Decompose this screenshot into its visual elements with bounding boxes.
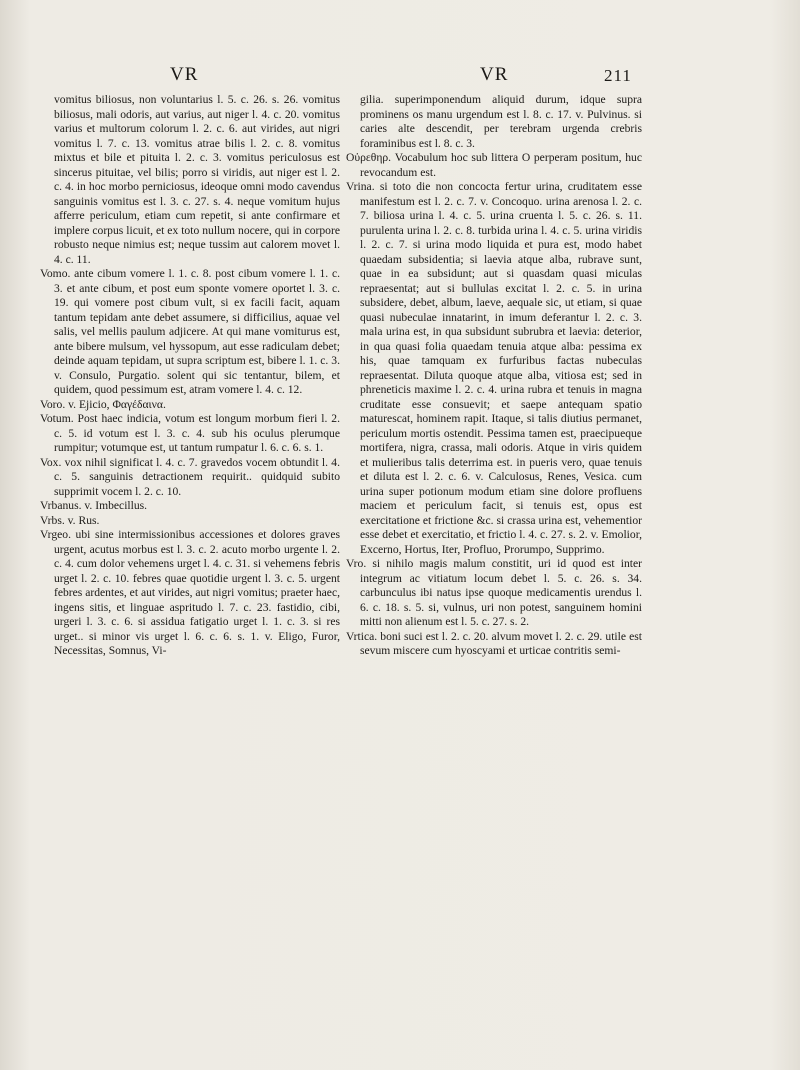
dictionary-entry: Vrbs. v. Rus. — [40, 513, 100, 527]
dictionary-entry: Οὐρεθηρ. Vocabulum hoc sub littera O perperam positum, huc revocandum est. — [346, 151, 642, 179]
dictionary-entry: Vox. vox nihil significat l. 4. c. 7. gravedos vocem obtundit l. 4. c. 5. sanguinis detractionem requirit.. quidquid subito supprimit vocem l. 2. c. 10. — [40, 455, 340, 498]
running-head-left: VR — [170, 64, 199, 85]
running-head-right: VR — [480, 64, 509, 85]
dictionary-entry: Vrgeo. ubi sine intermissionibus accessiones et dolores graves urgent, acutus morbus est l. 3. c. 2. acuto morbo urgente l. 2. c. 4. cum dolor vehemens urget l. 4. c. 31. si vehemens febris urget l. 2. c. 10. febres quae quotidie urgent l. 3. c. 5. urgent febres ardentes, et aut virides, aut nigri vomitus; praeter haec, ingens sitis, et linguae aspritudo l. 7. c. 23. fastidio, cibi, urgeri l. 3. c. 6. si assidua fatigatio urget l. 1. c. 3. si res urget.. si minor vis urget l. 6. c. 6. s. 1. v. Eligo, Furor, Necessitas, Somnus, Vi- — [40, 528, 340, 657]
entry-continuation: gilia. superimponendum aliquid durum, idque supra prominens os manu urgendum est l. 8. c. 17. v. Pulvinus. si caries alte descendit, per terebram urgenda crebris foraminibus est l. 8. c. 3. — [360, 93, 642, 150]
dictionary-entry: Votum. Post haec indicia, votum est longum morbum fieri l. 2. c. 5. id votum est l. 3. c. 4. sub his oculus plerumque rumpitur; votumque est, ut tantum rumpatur l. 6. c. 6. s. 1. — [40, 412, 340, 454]
right-column — [346, 93, 642, 659]
dictionary-entry: Vrbanus. v. Imbecillus. — [40, 499, 148, 512]
dictionary-entry: Vomo. ante cibum vomere l. 1. c. 8. post cibum vomere l. 1. c. 3. et ante cibum, et post eum sponte vomere oportet l. 3. c. 19. qui vomere post cibum vult, si ex facili facit, aquam tantum tepidam ante debet assumere, si difficilius, aquae vel salis, vel mellis paulum adjicere. At qui mane vomiturus est, ante bibere mulsum, vel hyssopum, aut esse radiculam debet; deinde aquam tepidam, ut supra scriptum est, bibere l. 1. c. 3. v. Consulo, Purgatio. solent qui sic tentantur, bilem, et quidem, quod pessimum est, atram vomere l. 4. c. 12. — [40, 267, 340, 396]
dictionary-entry: Vro. si nihilo magis malum constitit, uri id quod est inter integrum ac vitiatum locum debet l. 5. c. 26. s. 34. carbunculus ibi natus ipse quoque medicamentis urendus l. 6. c. 18. s. 5. si, vulnus, uri non potest, sanguinem homini mitti non alienum est l. 5. c. 27. s. 2. — [346, 557, 642, 628]
left-column — [40, 93, 340, 659]
dictionary-entry: Vrtica. boni suci est l. 2. c. 20. alvum movet l. 2. c. 29. utile est sevum miscere cum hyoscyami et urticae contritis semi- — [346, 629, 642, 657]
page-number: 211 — [604, 66, 632, 85]
entry-continuation: vomitus biliosus, non voluntarius l. 5. c. 26. s. 26. vomitus biliosus, mali odoris, aut varius, aut niger l. 4. c. 20. vomitus varius et multorum colorum l. 2. c. 6. aut virides, aut nigri vomitus l. 7. c. 13. vomitus atrae bilis l. 2. c. 8. vomitus mixtus et bile et pituita l. 2. c. 3. vomitus periculosus est sincerus pituitae, vel bilis; porro si viridis, aut niger est l. 2. c. 4. in hoc morbo perniciosus, ideoque omni modo cavendus sanguinis vomitus est l. 3. c. 27. s. 4. neque vomitum hujus afferre periculum, etiam cum repetit, si ante confirmare et implere corpus licuit, et ex toto nullum nocere, qui in corpore robusto neque nimius est; neque tussim aut calorem movet l. 4. c. 11. — [54, 93, 340, 266]
dictionary-entry: Voro. v. Ejicio, Φαγέδαινα. — [40, 397, 166, 411]
dictionary-entry: Vrina. si toto die non concocta fertur urina, cruditatem esse manifestum est l. 2. c. 7. v. Concoquo. urina arenosa l. 2. c. 7. biliosa urina l. 4. c. 5. urina cruenta l. 5. c. 26. s. 11. purulenta urina l. 2. c. 8. turbida urina l. 4. c. 5. urina viridis l. 2. c. 7. si urina modo liquida et pura est, modo habet quaedam subsidentia; si laevia atque alba, rubrave sunt, quae in ea subsidunt; aut si quasdam quasi miculas repraesentat; aut si bullulas excitat l. 2. c. 5. in urina subsidere, debet, album, laeve, aequale sic, ut etiam, si quae quasi nubeculae innatarint, in imum deferantur l. 2. c. 3. mala urina est, in qua subsidunt subrubra et laevia: deterior, in qua quasi folia quaedam tenuia atque alba: pessima ex his, quae tamquam ex furfuribus factas nubeculas repraesentat. Diluta quoque atque alba, vitiosa est; sed in phreneticis maxime l. 2. c. 4. urina rubra et tenuis in magna cruditate esse consuevit; et saepe antequam spatio maturescat, hominem rapit. Itaque, si talis diutius permanet, periculum mortis ostendit. Pessima tamen est, praecipueque mortifera, nigra, crassa, mali odoris. Atque in viris quidem et mulieribus talis deterrima est. in pueris vero, quae tenuis et diluta est l. 2. c. 6. v. Calculosus, Renes, Vesica. cum urina super potionum modum etiam sine dolore profluens maciem et periculum facit, si tenuis est, opus est exercitatione et frictione &c. si crassa urina est, vehementior esse debet et exercitatio, et frictio l. 4. c. 27. s. 2. v. Emolior, Excerno, Hortus, Iter, Profluo, Prorumpo, Supprimo. — [346, 180, 642, 556]
